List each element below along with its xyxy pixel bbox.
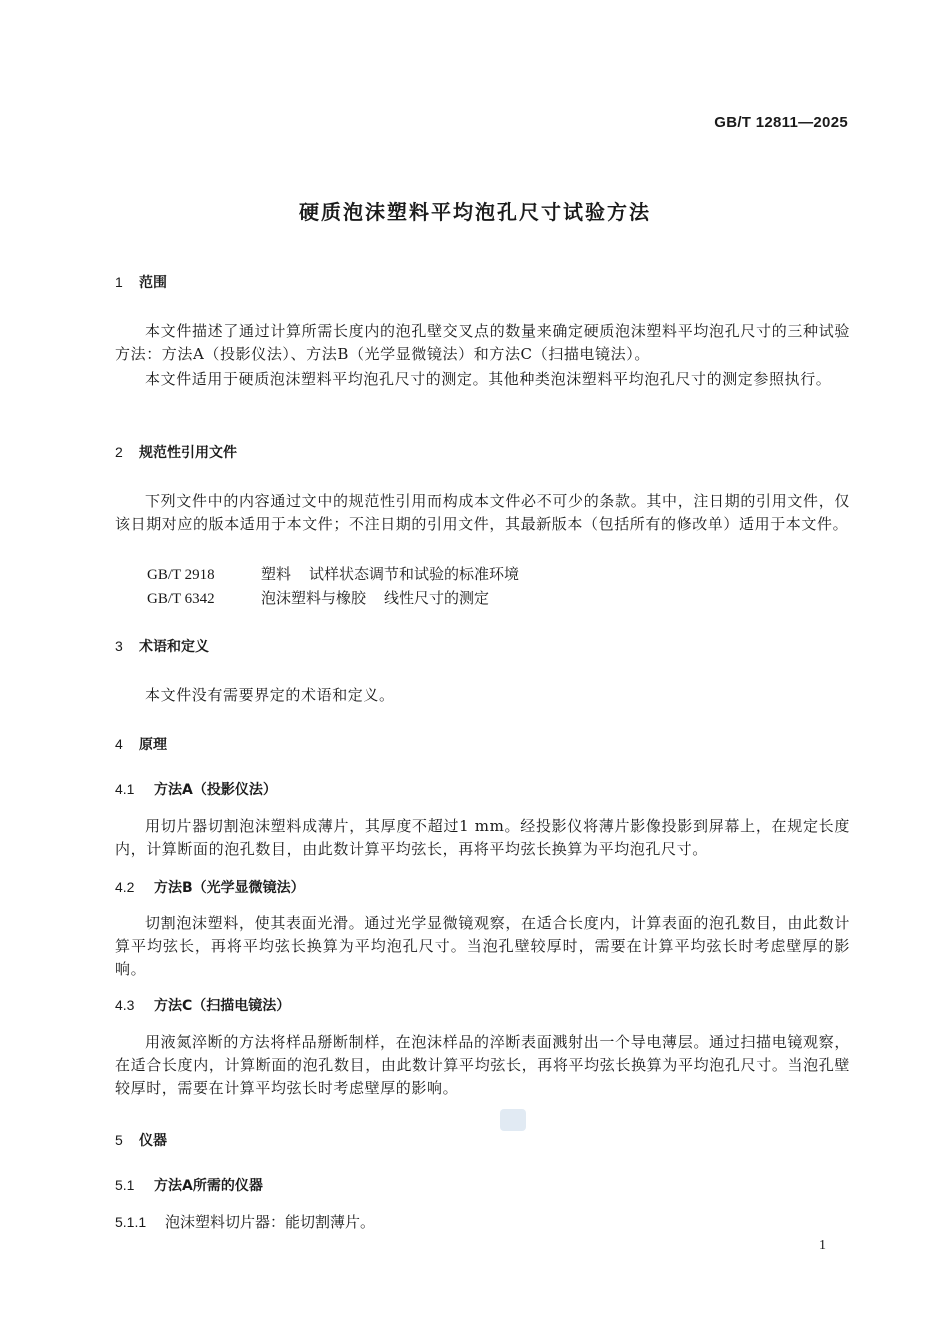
section-number: 1: [115, 274, 123, 290]
subsection-4-2-paragraph: 切割泡沫塑料，使其表面光滑。通过光学显微镜观察，在适合长度内，计算表面的泡孔数目，由此数计算平均弦长，再将平均弦长换算为平均泡孔尺寸。当泡孔壁较厚时，需要在计算平均弦长时考虑壁厚的影响。: [115, 914, 850, 978]
section-number: 5: [115, 1132, 123, 1148]
section-4-heading: [115, 734, 167, 754]
reference-subtitle: 试样状态调节和试验的标准环境: [309, 565, 520, 583]
section-number: 3: [115, 638, 123, 654]
subsection-number: 4.2: [115, 879, 135, 895]
reference-subtitle: 线性尺寸的测定: [384, 589, 490, 607]
subsection-5-1-heading: [115, 1175, 263, 1195]
subsection-title: 方法C（扫描电镜法）: [154, 998, 291, 1014]
subsection-title: 方法A（投影仪法）: [154, 782, 277, 798]
reference-code: GB/T 6342: [147, 591, 215, 607]
section-number: 2: [115, 444, 123, 460]
section-title: 术语和定义: [139, 639, 209, 655]
reference-title: 塑料: [261, 565, 292, 583]
normative-reference: [147, 563, 519, 584]
section-5-heading: [115, 1130, 167, 1150]
clause-number: 5.1.1: [115, 1214, 147, 1230]
section-title: 原理: [139, 737, 167, 753]
section-title: 范围: [139, 275, 167, 291]
clause-5-1-1: [115, 1211, 375, 1232]
watermark-logo: [500, 1109, 526, 1131]
section-1-heading: [115, 272, 167, 292]
section-title: 仪器: [139, 1133, 167, 1149]
subsection-number: 5.1: [115, 1177, 135, 1193]
subsection-4-2-heading: [115, 877, 305, 897]
subsection-4-3-heading: [115, 995, 290, 1015]
section-1-paragraph-2: 本文件适用于硬质泡沫塑料平均泡孔尺寸的测定。其他种类泡沫塑料平均泡孔尺寸的测定参照执行。: [145, 370, 832, 388]
section-title: 规范性引用文件: [139, 445, 237, 461]
section-3-heading: [115, 636, 209, 656]
subsection-4-3-paragraph: 用液氮淬断的方法将样品掰断制样，在泡沫样品的淬断表面溅射出一个导电薄层。通过扫描电镜观察，在适合长度内，计算断面的泡孔数目，由此数计算平均弦长，再将平均弦长换算为平均泡孔尺寸。当泡孔壁较厚时，需要在计算平均弦长时考虑壁厚的影响。: [115, 1033, 850, 1097]
section-2-heading: [115, 442, 237, 462]
reference-code: GB/T 2918: [147, 567, 215, 583]
page-number: 1: [819, 1238, 826, 1253]
subsection-title: 方法A所需的仪器: [154, 1178, 263, 1194]
section-2-paragraph-1: 下列文件中的内容通过文中的规范性引用而构成本文件必不可少的条款。其中，注日期的引用文件，仅该日期对应的版本适用于本文件；不注日期的引用文件，其最新版本（包括所有的修改单）适用于本文件。: [115, 492, 850, 533]
section-number: 4: [115, 736, 123, 752]
section-1-paragraph-1: 本文件描述了通过计算所需长度内的泡孔壁交叉点的数量来确定硬质泡沫塑料平均泡孔尺寸的三种试验方法：方法A（投影仪法）、方法B（光学显微镜法）和方法C（扫描电镜法）。: [115, 322, 850, 363]
clause-text: 泡沫塑料切片器：能切割薄片。: [165, 1213, 376, 1231]
document-title: 硬质泡沫塑料平均泡孔尺寸试验方法: [299, 200, 651, 224]
subsection-number: 4.3: [115, 997, 135, 1013]
reference-title: 泡沫塑料与橡胶: [261, 589, 367, 607]
subsection-4-1-heading: [115, 779, 277, 799]
subsection-4-1-paragraph: 用切片器切割泡沫塑料成薄片，其厚度不超过1 mm。经投影仪将薄片影像投影到屏幕上，在规定长度内，计算断面的泡孔数目，由此数计算平均弦长，再将平均弦长换算为平均泡孔尺寸。: [115, 817, 850, 858]
section-3-paragraph-1: 本文件没有需要界定的术语和定义。: [145, 686, 395, 704]
subsection-number: 4.1: [115, 781, 135, 797]
normative-reference: [147, 587, 489, 608]
subsection-title: 方法B（光学显微镜法）: [154, 880, 305, 896]
standard-code: GB/T 12811—2025: [714, 114, 848, 131]
